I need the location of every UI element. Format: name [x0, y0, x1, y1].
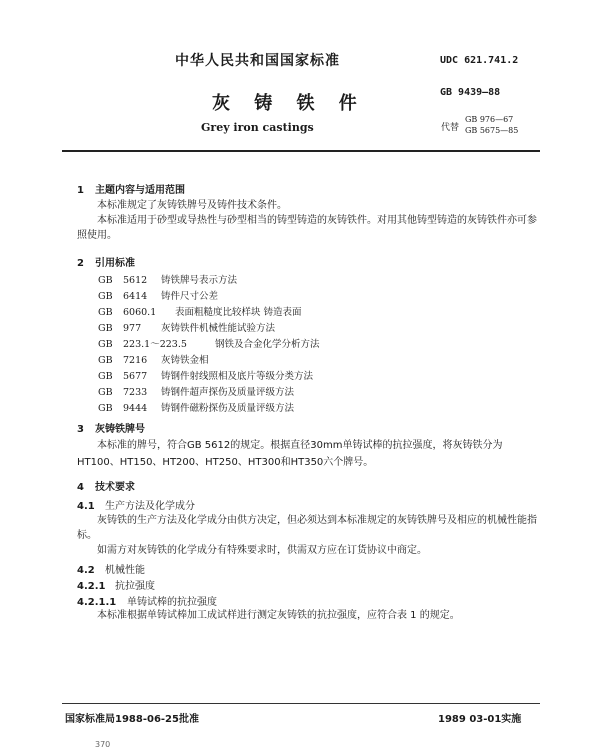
reference-prefix: GB: [98, 387, 113, 398]
reference-item: [98, 305, 320, 321]
issuing-authority: 中华人民共和国国家标准: [175, 53, 340, 69]
reference-prefix: GB: [98, 355, 113, 366]
reference-item: [98, 401, 320, 417]
section-2-heading: [77, 254, 135, 269]
subsection-number: 4.2.1: [77, 581, 106, 592]
reference-code: 7233: [123, 387, 148, 398]
reference-code: 7216: [123, 355, 148, 366]
reference-item: [98, 321, 320, 337]
document-title-en: Grey iron castings: [201, 121, 314, 134]
reference-title: 铸钢件射线照相及底片等级分类方法: [161, 371, 314, 382]
replaced-standards: [465, 114, 518, 136]
effective-date: 1989 03-01实施: [438, 714, 522, 725]
replaced-standard: GB 976—67: [465, 115, 514, 124]
reference-item: [98, 289, 320, 305]
reference-code: 5677: [123, 371, 148, 382]
reference-prefix: GB: [98, 275, 113, 286]
section-title: 技术要求: [95, 482, 135, 493]
subsection-4-1-paragraph-2: 如需方对灰铸铁的化学成分有特殊要求时，供需双方应在订货协议中商定。: [97, 545, 427, 556]
reference-title: 铸钢件磁粉探伤及质量评级方法: [161, 403, 295, 414]
reference-title: 灰铸铁金相: [161, 355, 209, 366]
section-number: 1: [77, 185, 84, 196]
subsection-number: 4.2.1.1: [77, 597, 117, 608]
section-number: 4: [77, 482, 84, 493]
reference-title: 灰铸铁件机械性能试验方法: [161, 323, 276, 334]
reference-prefix: GB: [98, 403, 113, 414]
page-number: 370: [95, 740, 111, 749]
section-title: 灰铸铁牌号: [95, 424, 145, 435]
subsection-title: 抗拉强度: [115, 581, 155, 592]
reference-list: [98, 273, 320, 417]
reference-prefix: GB: [98, 339, 113, 350]
subsection-4-2-1-heading: [77, 577, 155, 592]
reference-item: [98, 353, 320, 369]
reference-title: 铸钢件超声探伤及质量评级方法: [161, 387, 295, 398]
reference-prefix: GB: [98, 371, 113, 382]
subsection-4-1-paragraph-1: 灰铸铁的生产方法及化学成分由供方决定，但必须达到本标准规定的灰铸铁牌号及相应的机械性能指标。: [77, 515, 537, 541]
subsection-title: 机械性能: [105, 565, 145, 576]
header-divider: [62, 150, 540, 152]
reference-item: [98, 385, 320, 401]
reference-item: [98, 337, 320, 353]
subsection-4-2-1-1-paragraph: 本标准根据单铸试棒加工成试样进行测定灰铸铁的抗拉强度，应符合表 1 的规定。: [97, 610, 460, 621]
reference-title: 钢铁及合金化学分析方法: [215, 339, 320, 350]
reference-code: 977: [123, 323, 142, 334]
section-number: 3: [77, 424, 84, 435]
subsection-4-2-1-1-heading: [77, 593, 217, 608]
section-1-paragraph-2: 本标准适用于砂型或导热性与砂型相当的铸型铸造的灰铸铁件。对用其他铸型铸造的灰铸铁件亦可参照使用。: [77, 215, 537, 241]
reference-code: 5612: [123, 275, 148, 286]
section-title: 主题内容与适用范围: [95, 185, 185, 196]
subsection-number: 4.1: [77, 501, 95, 512]
section-1-paragraph-1: 本标准规定了灰铸铁牌号及铸件技术条件。: [97, 200, 287, 211]
reference-prefix: GB: [98, 323, 113, 334]
reference-code: 6414: [123, 291, 148, 302]
approval-date: 国家标准局1988-06-25批准: [65, 714, 199, 725]
section-3-paragraph: 本标准的牌号，符合GB 5612的规定。根据直径30mm单铸试棒的抗拉强度，将灰铸铁分为HT100、HT150、HT200、HT250、HT300和HT350六个牌号。: [77, 440, 503, 468]
document-title-cn: 灰 铸 铁 件: [212, 93, 366, 114]
replaces-label: 代替: [441, 123, 460, 133]
reference-item: [98, 273, 320, 289]
replaced-standard: GB 5675—85: [465, 126, 519, 135]
subsection-number: 4.2: [77, 565, 95, 576]
standard-number: GB 9439—88: [440, 87, 501, 98]
udc-code: UDC 621.741.2: [440, 55, 519, 66]
reference-code: 6060.1: [123, 307, 157, 318]
reference-title: 铸件尺寸公差: [161, 291, 219, 302]
section-1-heading: [77, 181, 185, 196]
subsection-title: 单铸试棒的抗拉强度: [127, 597, 217, 608]
reference-prefix: GB: [98, 307, 113, 318]
subsection-4-1-heading: [77, 497, 195, 512]
reference-title: 铸铁牌号表示方法: [161, 275, 238, 286]
reference-title: 表面粗糙度比较样块 铸造表面: [175, 307, 302, 318]
reference-prefix: GB: [98, 291, 113, 302]
reference-code: 9444: [123, 403, 148, 414]
subsection-title: 生产方法及化学成分: [105, 501, 195, 512]
footer-divider: [62, 703, 540, 704]
reference-item: [98, 369, 320, 385]
reference-code: 223.1～223.5: [123, 339, 187, 350]
subsection-4-2-heading: [77, 561, 145, 576]
section-4-heading: [77, 478, 135, 493]
section-number: 2: [77, 258, 84, 269]
section-title: 引用标准: [95, 258, 135, 269]
section-3-heading: [77, 420, 145, 435]
